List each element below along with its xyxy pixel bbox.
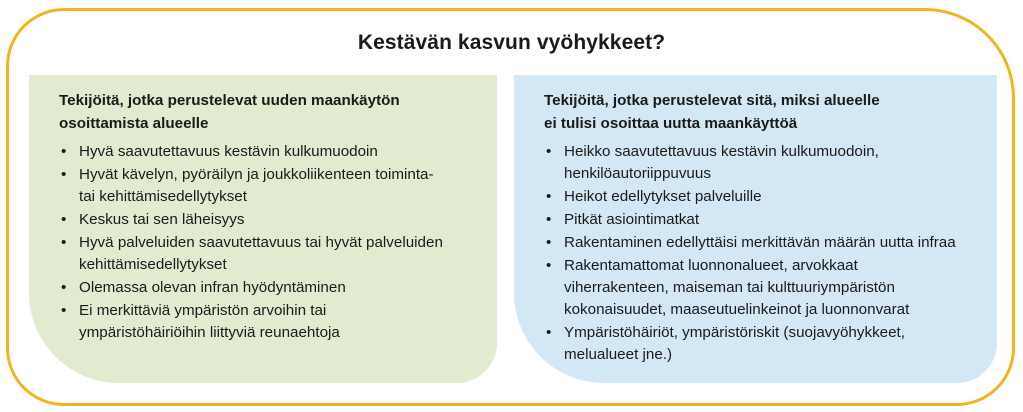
list-item-text: viherrakenteen, maiseman tai kulttuuriympäristön xyxy=(564,279,895,296)
bullet-icon: • xyxy=(61,279,67,296)
list-item xyxy=(59,232,497,276)
right-list xyxy=(544,141,997,366)
list-item xyxy=(59,141,497,163)
list-item-text: Keskus tai sen läheisyys xyxy=(79,211,245,228)
list-item-text: tai kehittämisedellytykset xyxy=(79,188,247,205)
list-item-text: Heikko saavutettavuus kestävin kulkumuodoin, xyxy=(564,143,879,160)
right-heading-line: ei tulisi osoittaa uutta maankäyttöä xyxy=(544,115,798,132)
list-item xyxy=(544,255,997,321)
list-item-text: Ei merkittäviä ympäristön arvoihin tai xyxy=(79,302,327,319)
bullet-icon: • xyxy=(546,211,552,228)
list-item-text: henkilöautoriippuvuus xyxy=(564,165,711,182)
list-item xyxy=(544,322,997,366)
right-heading-line: Tekijöitä, jotka perustelevat sitä, miksi alueelle xyxy=(544,92,880,109)
list-item xyxy=(59,277,497,299)
list-item-text: Hyvät kävelyn, pyöräilyn ja joukkoliikenteen toiminta- xyxy=(79,166,434,183)
list-item-text: Hyvä saavutettavuus kestävin kulkumuodoin xyxy=(79,143,378,160)
list-item-text: Heikot edellytykset palveluille xyxy=(564,188,762,205)
left-list xyxy=(59,141,497,344)
list-item xyxy=(544,232,997,254)
bullet-icon: • xyxy=(546,234,552,251)
bullet-icon: • xyxy=(61,166,67,183)
bullet-icon: • xyxy=(546,188,552,205)
right-panel xyxy=(514,75,997,383)
bullet-icon: • xyxy=(546,257,552,274)
left-heading-line: Tekijöitä, jotka perustelevat uuden maankäytön xyxy=(59,92,400,109)
list-item xyxy=(59,300,497,344)
list-item xyxy=(544,209,997,231)
left-heading xyxy=(59,89,497,135)
list-item-text: Ympäristöhäiriöt, ympäristöriskit (suojavyöhykkeet, xyxy=(564,324,905,341)
bullet-icon: • xyxy=(61,234,67,251)
list-item-text: Hyvä palveluiden saavutettavuus tai hyvät palveluiden xyxy=(79,234,443,251)
list-item xyxy=(544,186,997,208)
left-heading-line: osoittamista alueelle xyxy=(59,115,209,132)
list-item-text: ympäristöhäiriöihin liittyviä reunaehtoja xyxy=(79,324,340,341)
bullet-icon: • xyxy=(61,302,67,319)
left-panel xyxy=(29,75,497,383)
right-heading xyxy=(544,89,997,135)
list-item xyxy=(59,164,497,208)
page-title: Kestävän kasvun vyöhykkeet? xyxy=(357,31,666,54)
bullet-icon: • xyxy=(546,143,552,160)
list-item-text: Rakentaminen edellyttäisi merkittävän määrän uutta infraa xyxy=(564,234,956,251)
list-item-text: kehittämisedellytykset xyxy=(79,256,227,273)
bullet-icon: • xyxy=(61,143,67,160)
list-item-text: Rakentamattomat luonnonalueet, arvokkaat xyxy=(564,257,858,274)
list-item-text: melualueet jne.) xyxy=(564,346,673,363)
list-item-text: Pitkät asiointimatkat xyxy=(564,211,700,228)
bullet-icon: • xyxy=(546,324,552,341)
list-item xyxy=(544,141,997,185)
bullet-icon: • xyxy=(61,211,67,228)
list-item xyxy=(59,209,497,231)
list-item-text: kokonaisuudet, maaseutuelinkeinot ja luonnonvarat xyxy=(564,301,910,318)
list-item-text: Olemassa olevan infran hyödyntäminen xyxy=(79,279,346,296)
